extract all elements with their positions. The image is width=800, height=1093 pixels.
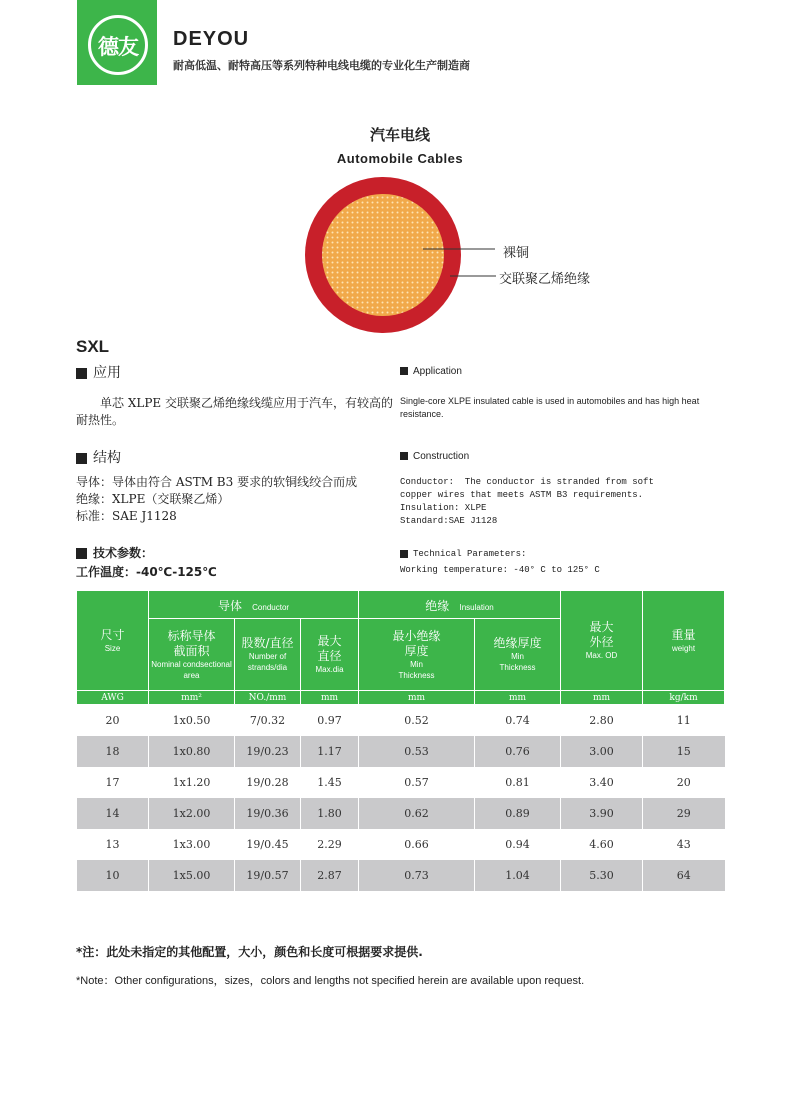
bullet-square-icon <box>76 453 87 464</box>
table-cell: 1x1.20 <box>149 767 235 798</box>
spec-table <box>76 590 725 891</box>
construction-heading-en: Construction <box>400 451 469 462</box>
conductor-header: 导体 Conductor <box>149 591 359 619</box>
strands-header: 股数/直径 Number of strands/dia <box>235 619 301 691</box>
table-cell: 0.73 <box>359 860 475 891</box>
table-cell: 3.90 <box>561 798 643 829</box>
table-cell: 0.94 <box>475 829 561 860</box>
table-row <box>77 736 725 767</box>
table-row <box>77 860 725 891</box>
construction-line: 绝缘：XLPE（交联聚乙烯） <box>76 492 230 506</box>
unit-cell: NO./mm <box>235 691 301 705</box>
table-cell: 19/0.28 <box>235 767 301 798</box>
table-cell: 0.81 <box>475 767 561 798</box>
table-cell: 0.62 <box>359 798 475 829</box>
table-cell: 19/0.36 <box>235 798 301 829</box>
bullet-square-icon <box>400 452 408 460</box>
construction-text-cn <box>76 474 396 525</box>
table-cell: 1x2.00 <box>149 798 235 829</box>
application-text-cn: 单芯 XLPE 交联聚乙烯绝缘线缆应用于汽车，有较高的耐热性。 <box>76 396 393 427</box>
table-cell: 1.04 <box>475 860 561 891</box>
params-heading-en: Technical Parameters: <box>400 549 526 559</box>
table-cell: 20 <box>77 705 149 736</box>
table-cell: 3.40 <box>561 767 643 798</box>
table-cell: 17 <box>77 767 149 798</box>
brand-name: DEYOU <box>173 28 250 50</box>
unit-cell: AWG <box>77 691 149 705</box>
note-cn: *注：此处未指定的其他配置，大小，颜色和长度可根据要求提供. <box>76 945 423 959</box>
construction-heading-cn: 结构 <box>76 447 121 467</box>
max-dia-header: 最大直径 Max.dia <box>301 619 359 691</box>
insulation-header: 绝缘 Insulation <box>359 591 561 619</box>
unit-cell: mm <box>561 691 643 705</box>
bullet-square-icon <box>400 367 408 375</box>
table-cell: 0.53 <box>359 736 475 767</box>
table-cell: 0.57 <box>359 767 475 798</box>
table-cell: 29 <box>643 798 725 829</box>
table-cell: 0.89 <box>475 798 561 829</box>
table-row <box>77 829 725 860</box>
table-cell: 1x0.80 <box>149 736 235 767</box>
table-cell: 4.60 <box>561 829 643 860</box>
table-row <box>77 798 725 829</box>
table-cell: 3.00 <box>561 736 643 767</box>
table-row <box>77 705 725 736</box>
note-en: *Note：Other configurations，sizes，colors and lengths not specified herein are available upon request. <box>76 975 585 987</box>
application-text-en: Single-core XLPE insulated cable is used in automobiles and has high heat resistance. <box>400 396 700 419</box>
thickness-header: 绝缘厚度 Min Thickness <box>475 619 561 691</box>
table-cell: 0.52 <box>359 705 475 736</box>
application-heading-en: Application <box>400 366 462 377</box>
table-cell: 19/0.45 <box>235 829 301 860</box>
table-cell: 5.30 <box>561 860 643 891</box>
weight-header: 重量 weight <box>643 591 725 691</box>
unit-cell: mm <box>359 691 475 705</box>
table-cell: 19/0.23 <box>235 736 301 767</box>
logo-mark: 德友 <box>98 35 138 59</box>
unit-cell: mm² <box>149 691 235 705</box>
table-cell: 43 <box>643 829 725 860</box>
bullet-square-icon <box>76 368 87 379</box>
table-cell: 2.87 <box>301 860 359 891</box>
tagline: 耐高低温、耐特高压等系列特种电线电缆的专业化生产制造商 <box>173 59 470 72</box>
table-cell: 13 <box>77 829 149 860</box>
page-title-cn: 汽车电线 <box>369 126 430 144</box>
table-cell: 0.66 <box>359 829 475 860</box>
unit-cell: kg/km <box>643 691 725 705</box>
table-cell: 18 <box>77 736 149 767</box>
header-row <box>77 591 725 619</box>
params-heading-cn: 技术参数： <box>76 544 153 561</box>
table-cell: 10 <box>77 860 149 891</box>
bullet-square-icon <box>400 550 408 558</box>
unit-cell: mm <box>475 691 561 705</box>
table-cell: 19/0.57 <box>235 860 301 891</box>
page-title-en: Automobile Cables <box>336 151 464 166</box>
table-cell: 1x5.00 <box>149 860 235 891</box>
model-name: SXL <box>76 337 110 356</box>
construction-line: 导体：导体由符合 ASTM B3 要求的软铜线绞合而成 <box>76 475 358 489</box>
application-heading-cn: 应用 <box>76 362 121 382</box>
table-cell: 0.76 <box>475 736 561 767</box>
table-cell: 1x3.00 <box>149 829 235 860</box>
table-cell: 1.80 <box>301 798 359 829</box>
table-cell: 20 <box>643 767 725 798</box>
table-cell: 7/0.32 <box>235 705 301 736</box>
table-cell: 1.17 <box>301 736 359 767</box>
table-cell: 64 <box>643 860 725 891</box>
table-row <box>77 767 725 798</box>
min-thickness-header: 最小绝缘厚度 Min Thickness <box>359 619 475 691</box>
table-cell: 0.97 <box>301 705 359 736</box>
table-cell: 1.45 <box>301 767 359 798</box>
table-cell: 0.74 <box>475 705 561 736</box>
units-row <box>77 691 725 705</box>
nominal-area-header: 标称导体截面积 Nominal condsectional area <box>149 619 235 691</box>
conductor-label: 裸铜 <box>503 246 530 261</box>
construction-line: 标准：SAE J1128 <box>76 509 177 523</box>
construction-text-en: Conductor: The conductor is stranded from soft copper wires that meets ASTM B3 requirements. Insulation: XLPE Standard:SAE J1128 <box>400 477 654 526</box>
table-cell: 11 <box>643 705 725 736</box>
cable-cross-section <box>290 180 630 330</box>
table-cell: 2.80 <box>561 705 643 736</box>
table-cell: 2.29 <box>301 829 359 860</box>
working-temp-cn: 工作温度：-40℃-125℃ <box>76 565 217 579</box>
insulation-label: 交联聚乙烯绝缘 <box>499 272 591 287</box>
copper-conductor <box>322 194 444 316</box>
max-od-header: 最大外径 Max. OD <box>561 591 643 691</box>
bullet-square-icon <box>76 548 87 559</box>
working-temp-en: Working temperature: -40° C to 125° C <box>400 565 600 575</box>
table-cell: 14 <box>77 798 149 829</box>
unit-cell: mm <box>301 691 359 705</box>
table-cell: 1x0.50 <box>149 705 235 736</box>
size-header: 尺寸 Size <box>77 591 149 691</box>
table-cell: 15 <box>643 736 725 767</box>
